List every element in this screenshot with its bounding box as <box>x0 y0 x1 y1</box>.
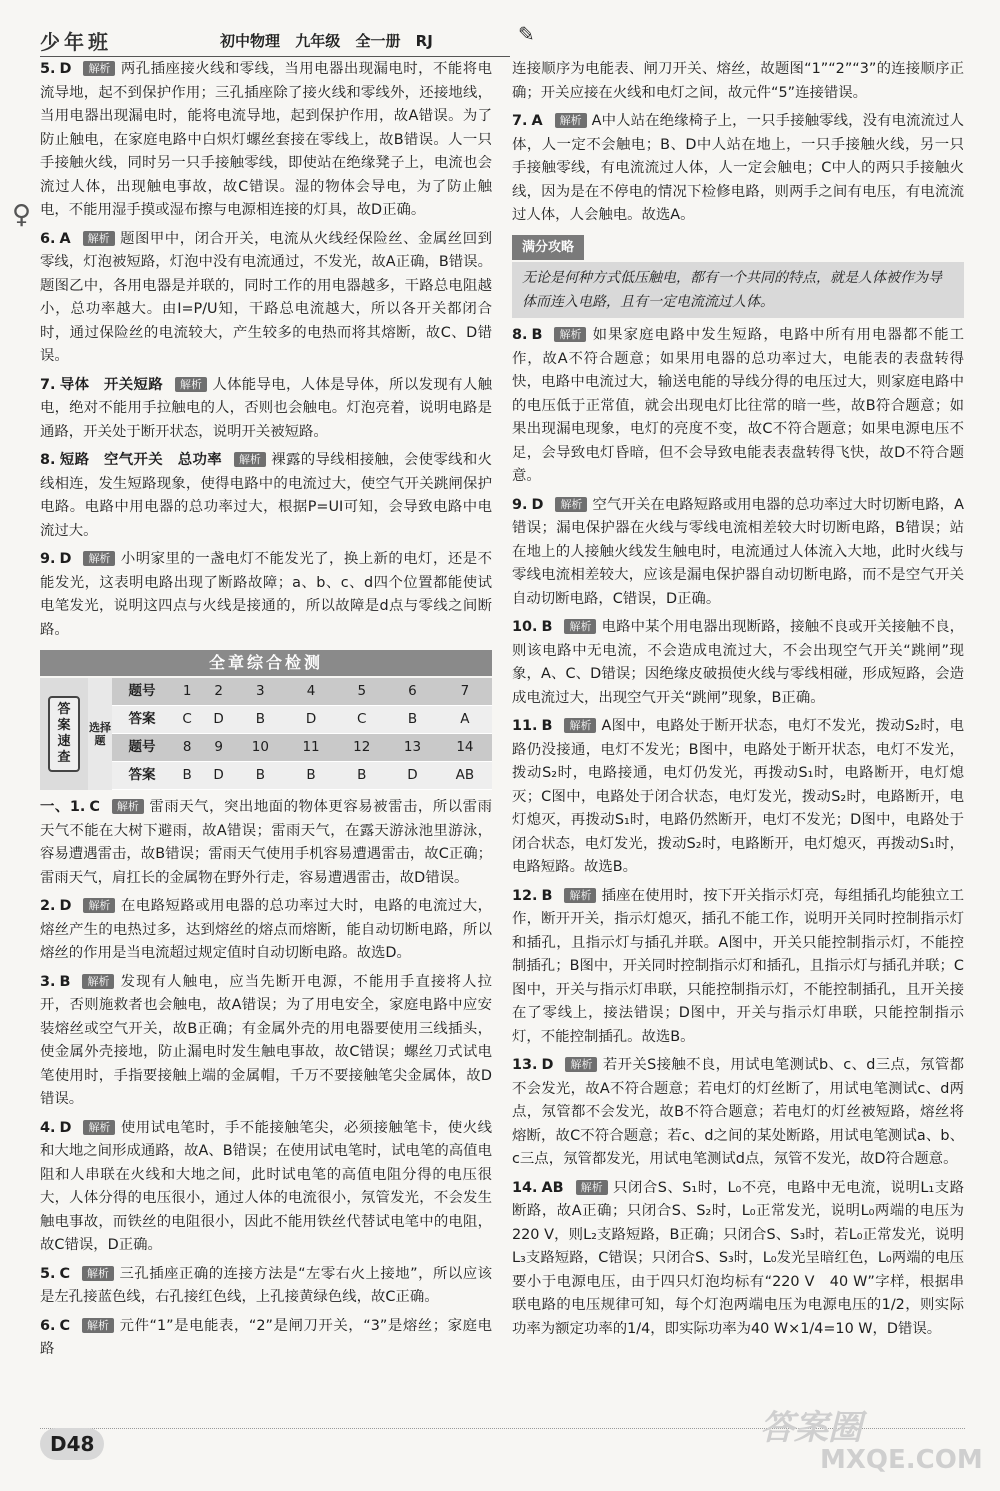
analysis-tag: 解析 <box>555 497 587 512</box>
answer-text: 连接顺序为电能表、闸刀开关、熔丝，故题图“1”“2”“3”的连接顺序正确；开关应接在火线和电灯之间，故元件“5”连接错误。 <box>512 61 964 101</box>
answer-text: 使用试电笔时，手不能接触笔尖，必须接触笔卡，使火线和大地之间形成通路，故A、B错误；在使用试电笔时，试电笔的高值电阻和人串联在火线和大地之间，此时试电笔的高值电阻分得的电压很大，人体分得的电压很小，通过人体的电流很小，氖管发光，不会发生触电事故，而铁丝的电阻很小，因此不能用铁丝代替试电笔中的电阻，故C错误，D正确。 <box>40 1119 492 1253</box>
answer-text: 两孔插座接火线和零线，当用电器出现漏电时，不能将电流导地，起不到保护作用；三孔插座除了接火线和零线外，还接地线，当用电器出现漏电时，能将电流导地，起到保护作用，故A错误。为了防止触电，在家庭电路中白炽灯螺丝套接在零线上，故B错误。人一只手接触火线，同时另一只手接触零线，即使站在绝缘凳子上，电流也会流过人体，出现触电事故，故C错误。湿的物体会导电，为了防止触电，不能用湿手摸或湿布擦与电源相连接的灯具，故D正确。 <box>40 61 492 218</box>
table-row <box>112 706 492 734</box>
table-cell: 4 <box>286 678 337 706</box>
table-cell: C <box>172 706 202 734</box>
analysis-tag: 解析 <box>234 452 266 467</box>
table-cell: D <box>387 762 438 790</box>
answer-item <box>512 494 964 612</box>
answers-part3 <box>512 58 964 228</box>
figure-icon: ♀ <box>12 200 32 230</box>
answers-part4 <box>512 324 964 1341</box>
analysis-tag: 解析 <box>554 327 586 342</box>
table-row <box>112 762 492 790</box>
answer-text: 如果家庭电路中发生短路，电路中所有用电器都不能工作，故A不符合题意；如果用电器的总功率过大，电能表的表盘转得快，电路中电流过大，输送电能的导线分得的电压过大，则家庭电路中的电压低于正常值，就会出现电灯比往常的暗一些，故B符合题意；如果出现漏电现象，电灯的亮度不变，故C不符合题意；如果电源电压不足，会导致电灯昏暗，但不会导致电能表表盘转得飞快，故D不符合题意。 <box>512 327 964 484</box>
table-cell: D <box>202 706 235 734</box>
answer-item <box>40 228 492 369</box>
answer-item <box>40 58 492 223</box>
table-cell: B <box>235 762 286 790</box>
page-number: D48 <box>40 1428 104 1460</box>
page-header <box>40 22 970 62</box>
answer-number: 13. <box>512 1057 538 1073</box>
answer-item <box>512 1177 964 1342</box>
answer-item <box>40 449 492 543</box>
brand-logo: 少年班 <box>40 30 112 54</box>
answer-item <box>512 110 964 228</box>
answer-item <box>40 548 492 642</box>
answer-item <box>512 324 964 489</box>
table-cell: 9 <box>202 734 235 762</box>
answer-number: 8. <box>512 327 528 343</box>
answer-choice: C <box>89 799 100 815</box>
answer-text: 元件“1”是电能表，“2”是闸刀开关，“3”是熔丝；家庭电路 <box>40 1317 492 1357</box>
analysis-tag: 解析 <box>83 898 115 913</box>
right-column <box>512 58 964 1346</box>
answer-badge: 答案速查 <box>48 696 80 772</box>
mascot-icon: ✎ <box>518 22 535 46</box>
answer-number: 12. <box>512 887 538 904</box>
watermark-logo: 答案圈 <box>760 1408 862 1448</box>
tip-box <box>512 233 964 319</box>
answer-choice: C <box>59 1265 71 1282</box>
answer-badge-cell <box>40 678 88 790</box>
answer-text: 插座在使用时，按下开关指示灯亮，每组插孔均能独立工作，断开开关，指示灯熄灭，插孔不能工作，说明开关同时控制指示灯和插孔，且指示灯与插孔并联。A图中，开关只能控制指示灯，不能控制插孔；B图中，开关同时控制指示灯和插孔，且指示灯与插孔并联；C图中，开关与指示灯串联，只能控制指示灯，不能控制插孔，且开关接在了零线上，接法错误；D图中，开关与指示灯串联，只能控制指示灯，不能控制插孔。故选B。 <box>512 887 964 1045</box>
answer-number: 9. <box>40 551 56 567</box>
analysis-tag: 解析 <box>564 888 596 903</box>
answer-text: 发现有人触电，应当先断开电源，不能用手直接将人拉开，否则施救者也会触电，故A错误；为了用电安全，家庭电路中应安装熔丝或空气开关，故B正确；有金属外壳的用电器要使用三线插头，使金属外壳接地，防止漏电时发生触电事故，故C错误；螺丝刀式试电笔使用时，手指要接触上端的金属帽，千万不要接触笔尖金属体，故D错误。 <box>40 973 492 1107</box>
table-cell: 11 <box>286 734 337 762</box>
row-label: 答案 <box>112 706 172 734</box>
analysis-tag: 解析 <box>83 551 115 566</box>
answer-choice: AB <box>541 1179 564 1196</box>
answer-choice: B <box>59 973 71 990</box>
answer-choice: D <box>541 1057 554 1073</box>
answer-number: 11. <box>512 718 538 734</box>
answer-number: 8. <box>40 452 56 468</box>
answers-part1 <box>40 58 492 642</box>
answer-item <box>512 616 964 710</box>
analysis-tag: 解析 <box>83 61 115 76</box>
answer-number: 2. <box>40 898 56 914</box>
answer-text: A图中，电路处于断开状态，电灯不发光，拨动S₂时，电路仍没接通，电灯不发光；B图中，电路处于断开状态，电灯不发光，拨动S₂时，电路接通，电灯仍发光，再拨动S₁时，电路断开，电灯熄灭；C图中，电路处于闭合状态，电灯发光，拨动S₂时，电路断开，电灯熄灭，再拨动S₁时，电路仍然断开，电灯不发光；D图中，电路处于闭合状态，电灯发光，拨动S₂时，电路断开，电灯熄灭，再拨动S₁时，电路短路。故选B。 <box>512 718 964 875</box>
tip-text: 无论是何种方式低压触电，都有一个共同的特点，就是人体被作为导体而连入电路，且有一定电流流过人体。 <box>512 262 964 318</box>
answer-number: 3. <box>40 973 56 990</box>
table-cell: B <box>172 762 202 790</box>
answer-number: 5. <box>40 1265 56 1282</box>
answer-grid <box>112 678 492 790</box>
answer-number: 7. <box>40 376 56 393</box>
answer-choice: D <box>531 496 544 513</box>
question-type-label: 选择题 <box>88 678 112 790</box>
answer-number: 4. <box>40 1119 56 1136</box>
analysis-tag: 解析 <box>82 974 114 989</box>
answer-choice: 导体 开关短路 <box>59 376 163 393</box>
answer-text: 人体能导电，人体是导体，所以发现有人触电，绝对不能用手拉触电的人，否则也会触电。灯泡亮着，说明电路是通路，开关处于断开状态，说明开关被短路。 <box>40 376 492 440</box>
answer-choice: 短路 空气开关 总功率 <box>59 452 222 468</box>
answer-text: 小明家里的一盏电灯不能发光了，换上新的电灯，还是不能发光，这表明电路出现了断路故障；a、b、c、d四个位置都能使试电笔发光，说明这四点与火线是接通的，所以故障是d点与零线之间断路。 <box>40 551 492 638</box>
answer-number: 9. <box>512 496 528 513</box>
answer-number: 一、1. <box>40 799 86 815</box>
analysis-tag: 解析 <box>564 619 596 634</box>
table-row <box>112 678 492 706</box>
answer-text: A中人站在绝缘椅子上，一只手接触零线，没有电流流过人体，人一定不会触电；B、D中人站在地上，一只手接触火线，另一只手接触零线，有电流流过人体，人一定会触电；C中人的两只手接触火线，因为是在不停电的情况下检修电路，则两手之间有电压，有电流流过人体，人会触电。故选A。 <box>512 113 964 223</box>
answer-number: 10. <box>512 619 538 635</box>
section-title: 全章综合检测 <box>40 650 492 676</box>
table-cell: C <box>336 706 387 734</box>
table-cell: 2 <box>202 678 235 706</box>
table-cell: D <box>202 762 235 790</box>
answer-item <box>40 1263 492 1310</box>
left-column <box>40 58 492 1367</box>
table-cell: 14 <box>438 734 492 762</box>
answer-choice: A <box>59 230 71 247</box>
table-cell: 12 <box>336 734 387 762</box>
answer-choice: A <box>531 113 543 129</box>
analysis-tag: 解析 <box>83 1120 115 1135</box>
answer-number: 6. <box>40 230 56 247</box>
answer-item <box>40 895 492 966</box>
answer-table <box>40 678 492 790</box>
answer-text: 题图甲中，闭合开关，电流从火线经保险丝、金属丝回到零线，灯泡被短路，灯泡中没有电流通过，不发光，故A正确，B错误。题图乙中，各用电器是并联的，同时工作的用电器越多，干路总电阻越小，总功率越大。由I=P/U知，干路总电流越大，所以各开关都闭合时，通过保险丝的电流较大，产生较多的电热而将其熔断，故C、D错误。 <box>40 230 492 364</box>
answer-item <box>40 374 492 445</box>
answer-choice: D <box>59 1119 72 1136</box>
answer-number: 14. <box>512 1179 538 1196</box>
analysis-tag: 解析 <box>112 799 144 814</box>
table-cell: 3 <box>235 678 286 706</box>
answer-choice: B <box>541 718 553 734</box>
book-title: 初中物理 九年级 全一册 RJ <box>220 32 433 50</box>
table-cell: 5 <box>336 678 387 706</box>
table-cell: 8 <box>172 734 202 762</box>
answer-item <box>40 971 492 1112</box>
analysis-tag: 解析 <box>555 113 587 128</box>
analysis-tag: 解析 <box>564 718 596 733</box>
answer-text: 只闭合S、S₁时，L₀不亮，电路中无电流，说明L₁支路断路，故A正确；只闭合S、S₂时，L₀正常发光，说明L₀两端的电压为220 V，则L₂支路短路，B正确；只闭合S、S₃时，若L₀正常发光，说明L₃支路短路，C错误；只闭合S、S₃时，L₀发光呈暗红色，L₀两端的电压要小于电源电压，由于四只灯泡均标有“220 V 40 W”字样，根据串联电路的电压规律可知，每个灯泡两端电压为电源电压的1/2，则实际功率为额定功率的1/4，即实际功率为40 W×1/4=10 W，D错误。 <box>512 1179 964 1337</box>
table-cell: B <box>387 706 438 734</box>
analysis-tag: 解析 <box>83 231 115 246</box>
answer-text: 若开关S接触不良，用试电笔测试b、c、d三点，氖管都不会发光，故A不符合题意；若电灯的灯丝断了，用试电笔测试c、d两点，氖管都不会发光，故B不符合题意；若电灯的灯丝被短路，熔丝将熔断，故C不符合题意；若c、d之间的某处断路，用试电笔测试a、b、c三点，氖管都发光，用试电笔测试d点，氖管不发光，故D符合题意。 <box>512 1057 964 1167</box>
answer-choice: D <box>59 898 72 914</box>
row-label: 答案 <box>112 762 172 790</box>
answer-number: 5. <box>40 61 56 77</box>
answer-text: 雷雨天气，突出地面的物体更容易被雷击，所以雷雨天气不能在大树下避雨，故A错误；雷雨天气，在露天游泳池里游泳，容易遭遇雷击，故B错误；雷雨天气使用手机容易遭遇雷击，故C正确；雷雨天气，肩扛长的金属物在野外行走，容易遭遇雷击，故D错误。 <box>40 799 492 886</box>
answer-choice: D <box>59 551 72 567</box>
answer-choice: B <box>541 887 553 904</box>
answer-item <box>512 58 964 105</box>
row-label: 题号 <box>112 734 172 762</box>
answer-item <box>40 796 492 890</box>
analysis-tag: 解析 <box>82 1318 114 1333</box>
tip-label: 满分攻略 <box>512 235 584 261</box>
table-cell: B <box>286 762 337 790</box>
table-cell: 7 <box>438 678 492 706</box>
table-cell: 1 <box>172 678 202 706</box>
analysis-tag: 解析 <box>576 1180 608 1195</box>
header-rule <box>40 56 510 57</box>
answer-text: 电路中某个用电器出现断路，接触不良或开关接触不良，则该电路中无电流，不会造成电流过大，不会出现空气开关“跳闸”现象，A、C、D错误；因绝缘皮破损使火线与零线相碰，形成短路，会造成电流过大，出现空气开关“跳闸”现象，B正确。 <box>512 619 964 706</box>
answer-text: 裸露的导线相接触，会使零线和火线相连，发生短路现象，使得电路中的电流过大，使空气开关跳闸保护电路。电路中用电器的总功率过大，根据P=UI可知，会导致电路中电流过大。 <box>40 452 492 539</box>
answer-item <box>512 1054 964 1172</box>
table-cell: D <box>286 706 337 734</box>
answer-item <box>40 1315 492 1362</box>
answer-item <box>512 715 964 880</box>
table-row <box>112 734 492 762</box>
table-cell: B <box>336 762 387 790</box>
answer-choice: C <box>59 1317 71 1334</box>
answer-choice: D <box>59 61 72 77</box>
table-cell: AB <box>438 762 492 790</box>
answer-item <box>512 885 964 1050</box>
answer-text: 空气开关在电路短路或用电器的总功率过大时切断电路，A错误；漏电保护器在火线与零线电流相差较大时切断电路，B错误；站在地上的人接触火线发生触电时，电流通过人体流入大地，此时火线与零线电流相差较大，应该是漏电保护器自动切断电路，而不是空气开关自动切断电路，C错误，D正确。 <box>512 496 964 607</box>
table-cell: B <box>235 706 286 734</box>
answers-part2 <box>40 796 492 1362</box>
table-cell: 10 <box>235 734 286 762</box>
answer-item <box>40 1117 492 1258</box>
row-label: 题号 <box>112 678 172 706</box>
table-cell: 6 <box>387 678 438 706</box>
table-cell: A <box>438 706 492 734</box>
answer-choice: B <box>541 619 553 635</box>
analysis-tag: 解析 <box>175 377 207 392</box>
answer-choice: B <box>531 327 543 343</box>
analysis-tag: 解析 <box>565 1057 597 1072</box>
answer-number: 6. <box>40 1317 56 1334</box>
answer-text: 在电路短路或用电器的总功率过大时，电路的电流过大，熔丝产生的电热过多，达到熔丝的熔点而熔断，能自动切断电路，所以熔丝的作用是当电流超过规定值时自动切断电路。故选D。 <box>40 898 492 961</box>
answer-text: 三孔插座正确的连接方法是“左零右火上接地”，所以应该是左孔接蓝色线，右孔接红色线，上孔接黄绿色线，故C正确。 <box>40 1265 492 1305</box>
table-cell: 13 <box>387 734 438 762</box>
analysis-tag: 解析 <box>82 1266 114 1281</box>
watermark-url: MXQE.COM <box>820 1445 983 1475</box>
answer-number: 7. <box>512 113 528 129</box>
